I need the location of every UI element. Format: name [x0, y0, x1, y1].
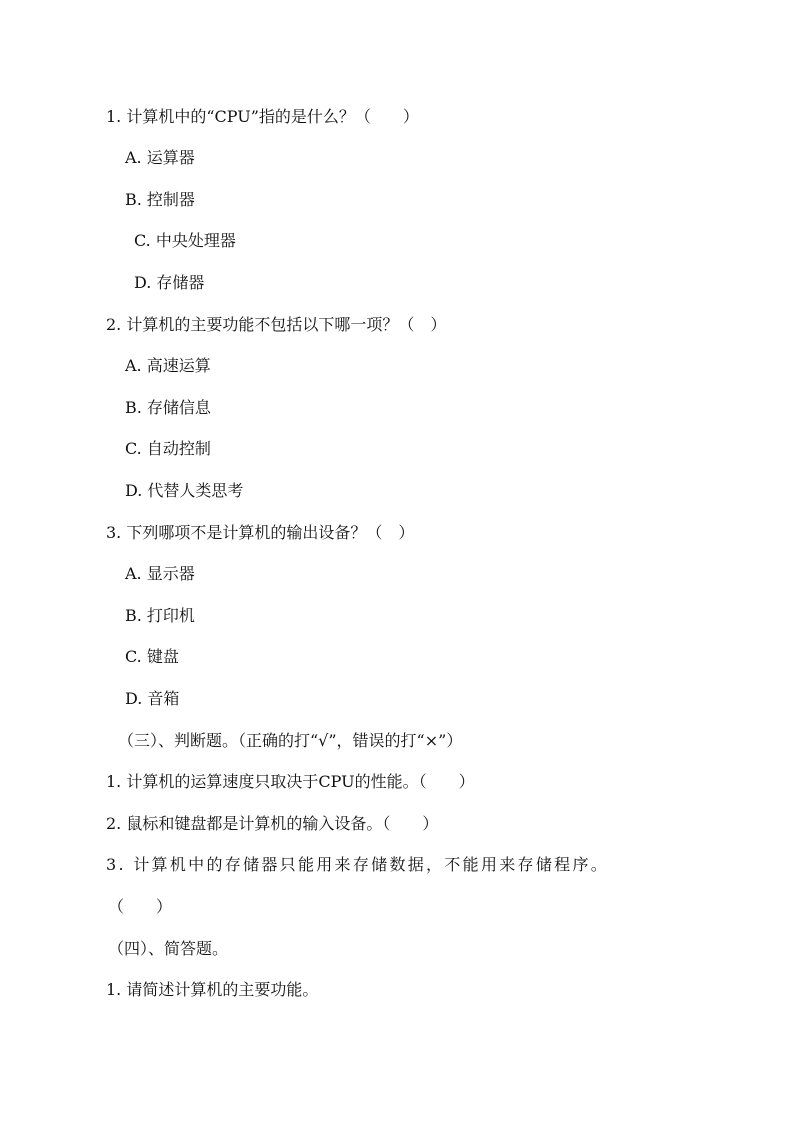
short-answer-heading: （四）、简答题。	[108, 939, 229, 958]
question-2-option-c: C. 自动控制	[125, 439, 211, 458]
judgement-heading: （三）、判断题。（正确的打“√”，错误的打“×”）	[118, 731, 463, 750]
question-2-option-b: B. 存储信息	[125, 398, 211, 417]
question-3: 3. 下列哪项不是计算机的输出设备？（ ）	[106, 523, 415, 542]
question-1-option-b: B. 控制器	[125, 190, 195, 209]
judgement-item-3: 3. 计算机中的存储器只能用来存储数据，不能用来存储程序。	[106, 855, 610, 874]
question-1: 1. 计算机中的“CPU”指的是什么？（ ）	[106, 107, 419, 126]
question-2-option-d: D. 代替人类思考	[125, 481, 244, 500]
question-3-option-b: B. 打印机	[125, 606, 195, 625]
question-3-option-c: C. 键盘	[125, 647, 179, 666]
question-1-option-c: C. 中央处理器	[134, 231, 236, 250]
question-3-option-a: A. 显示器	[125, 564, 195, 583]
short-answer-item-1: 1. 请简述计算机的主要功能。	[106, 980, 319, 999]
judgement-item-2: 2. 鼠标和键盘都是计算机的输入设备。（ ）	[106, 814, 439, 833]
question-2: 2. 计算机的主要功能不包括以下哪一项？（ ）	[106, 315, 447, 334]
question-3-option-d: D. 音箱	[125, 689, 180, 708]
question-1-option-a: A. 运算器	[125, 148, 195, 167]
judgement-item-1: 1. 计算机的运算速度只取决于CPU的性能。（ ）	[106, 772, 475, 791]
judgement-item-3-bracket: （ ）	[108, 897, 173, 916]
question-2-option-a: A. 高速运算	[125, 356, 211, 375]
question-1-option-d: D. 存储器	[134, 273, 205, 292]
